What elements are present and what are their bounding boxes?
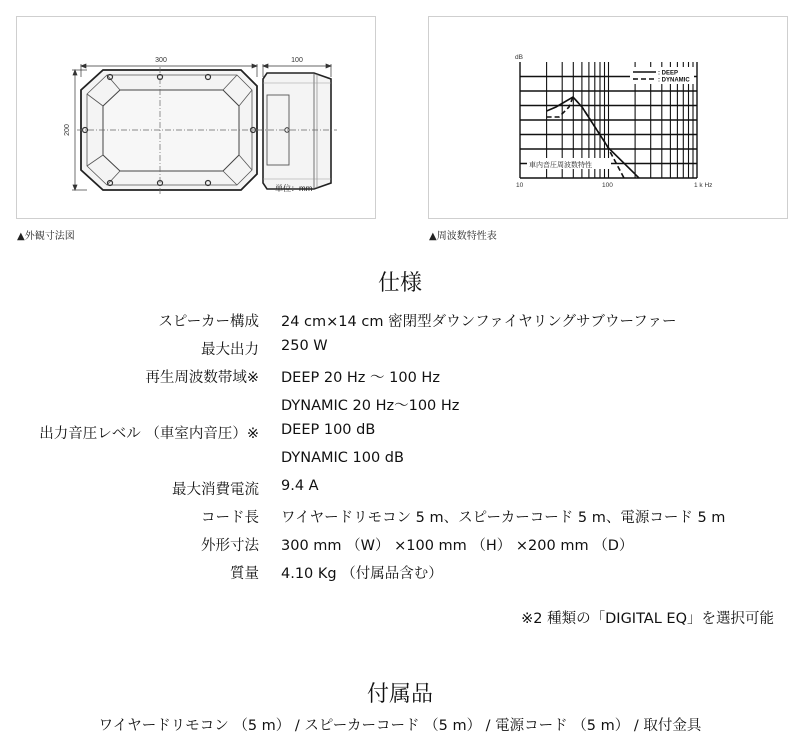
y-axis-unit: dB — [515, 54, 523, 61]
front-view — [77, 67, 263, 195]
x-tick-10: 10 — [516, 182, 524, 189]
spec-value: 250 W — [281, 338, 328, 354]
chart-annotation: 車内音圧周波数特性 — [529, 161, 592, 169]
accessories-list: ワイヤードリモコン （5 m） / スピーカーコード （5 m） / 電源コード （5 m） / 取付金具 — [98, 718, 702, 734]
frequency-response-chart — [429, 17, 789, 220]
specs-title: 仕様 — [377, 271, 422, 296]
spec-row — [0, 450, 800, 474]
spec-row — [0, 562, 800, 586]
spec-row — [0, 366, 800, 390]
side-view — [257, 73, 337, 189]
width-dimension-label: 300 — [155, 57, 167, 64]
spec-value: ワイヤードリモコン 5 m、スピーカーコード 5 m、電源コード 5 m — [281, 510, 726, 526]
spec-label: 最大消費電流 — [172, 482, 259, 498]
dimension-drawing-caption: ▲外観寸法図 — [17, 231, 75, 242]
frequency-chart-panel — [428, 16, 788, 219]
spec-row — [0, 394, 800, 418]
legend-deep-label: : DEEP — [658, 70, 679, 77]
unit-label: 単位：mm — [275, 184, 313, 193]
dimension-drawing-panel — [16, 16, 376, 219]
spec-value: DYNAMIC 100 dB — [281, 450, 404, 466]
spec-label: 再生周波数帯域※ — [145, 370, 259, 386]
spec-value: DEEP 20 Hz ～ 100 Hz — [281, 370, 440, 386]
x-tick-1k: 1 k Hz — [694, 182, 713, 189]
spec-value: 300 mm （W） ×100 mm （H） ×200 mm （D） — [281, 538, 634, 554]
spec-value: 9.4 A — [281, 478, 319, 494]
spec-value: 4.10 Kg （付属品含む） — [281, 566, 443, 582]
height-dimension-label: 200 — [64, 124, 71, 136]
spec-value: DEEP 100 dB — [281, 422, 376, 438]
spec-value: 24 cm×14 cm 密閉型ダウンファイヤリングサブウーファー — [281, 314, 677, 330]
spec-row — [0, 534, 800, 558]
spec-label: 質量 — [230, 566, 259, 582]
spec-row — [0, 422, 800, 446]
spec-label: コード長 — [201, 510, 259, 526]
spec-label: 外形寸法 — [201, 538, 259, 554]
depth-dimension-label: 100 — [291, 57, 303, 64]
frequency-chart-caption: ▲周波数特性表 — [429, 231, 497, 242]
speaker-dimension-drawing — [17, 17, 377, 220]
legend-dynamic-label: : DYNAMIC — [658, 77, 690, 84]
spec-value: DYNAMIC 20 Hz～100 Hz — [281, 398, 460, 414]
spec-row — [0, 310, 800, 334]
spec-row — [0, 478, 800, 502]
specs-footnote: ※2 種類の「DIGITAL EQ」を選択可能 — [521, 611, 774, 627]
spec-label: 最大出力 — [201, 342, 259, 358]
spec-label: 出力音圧レベル （車室内音圧）※ — [39, 426, 259, 442]
x-tick-100: 100 — [602, 182, 613, 189]
accessories-title: 付属品 — [366, 682, 433, 707]
spec-row — [0, 338, 800, 362]
spec-label: スピーカー構成 — [158, 314, 259, 330]
spec-row — [0, 506, 800, 530]
